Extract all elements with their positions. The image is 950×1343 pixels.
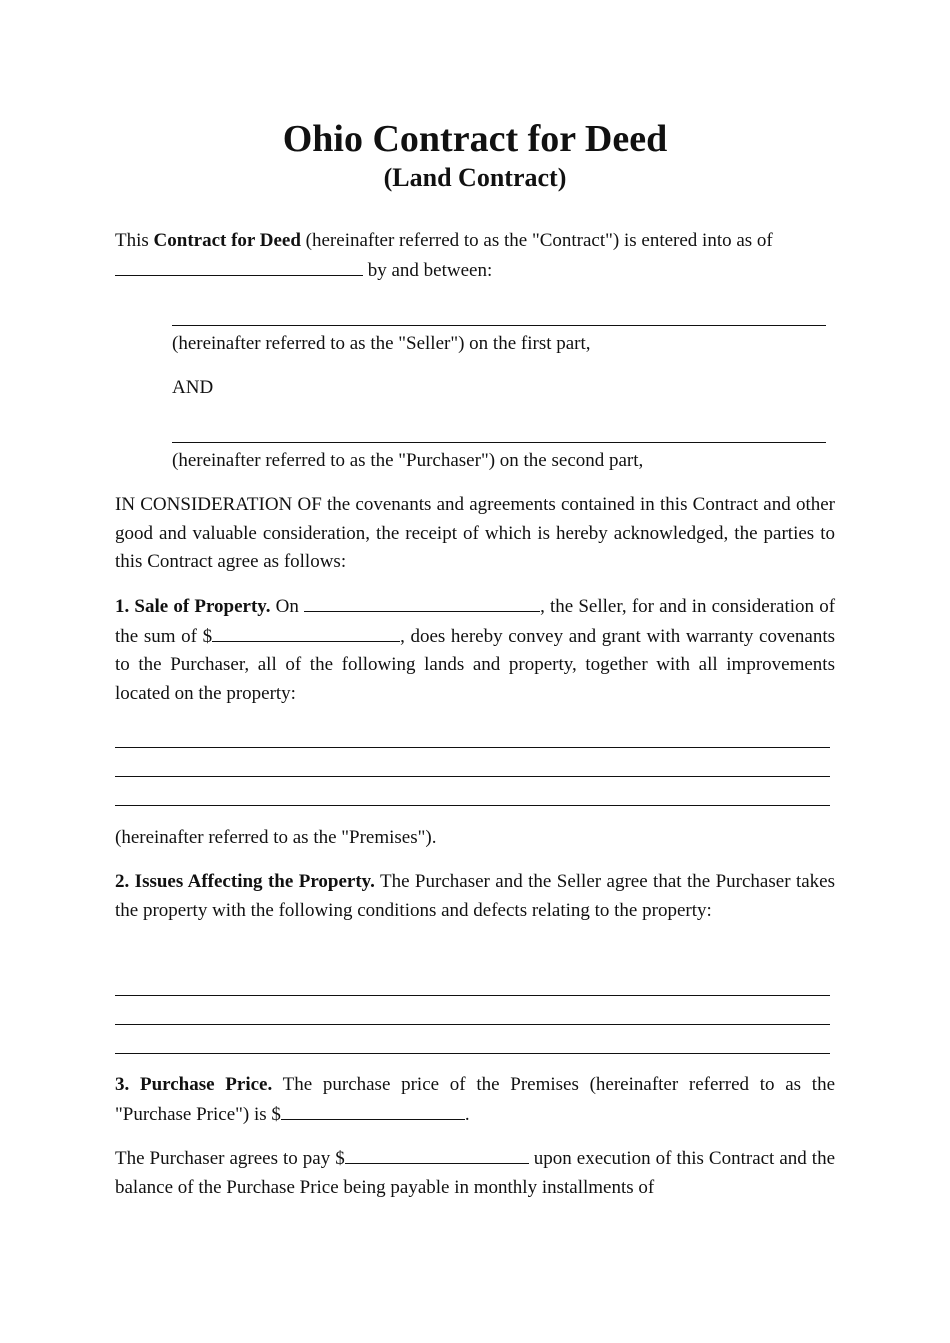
contract-date-blank[interactable] <box>115 256 363 276</box>
sale-sum-blank[interactable] <box>212 622 400 642</box>
section-3-text-b: . <box>464 1103 470 1125</box>
intro-paragraph <box>115 227 835 256</box>
payment-paragraph <box>115 1144 835 1202</box>
purchaser-name-blank[interactable] <box>172 442 826 443</box>
section-3-heading: 3. Purchase Price. <box>115 1074 273 1095</box>
section-1-text-b: , does hereby convey and grant with warranty covenants to the Purchaser, all of the following lands and property, together with all improvements located on the property: <box>115 625 835 704</box>
property-description-line-3[interactable] <box>115 805 830 806</box>
contract-name: Contract for Deed <box>153 230 301 251</box>
intro-this: This <box>115 230 149 251</box>
document-title: Ohio Contract for Deed <box>282 118 668 160</box>
intro-text-b: by and between: <box>367 260 493 281</box>
intro-line-2 <box>115 256 492 286</box>
section-2-heading: 2. Issues Affecting the Property. <box>115 871 375 892</box>
section-3-paragraph <box>115 1071 835 1129</box>
section-1-heading: 1. Sale of Property. <box>115 596 271 617</box>
and-label: AND <box>172 377 214 398</box>
purchaser-caption: (hereinafter referred to as the "Purchaser") on the second part, <box>172 450 644 471</box>
payment-text-a: The Purchaser agrees to pay $ <box>115 1148 345 1169</box>
conditions-line-1[interactable] <box>115 995 830 996</box>
premises-caption: (hereinafter referred to as the "Premises"). <box>115 827 437 848</box>
purchase-price-blank[interactable] <box>281 1100 465 1120</box>
section-2-text: The Purchaser and the Seller agree that the Purchaser takes the property with the following conditions and defects relating to the property: <box>115 871 835 921</box>
section-3-text-a: The purchase price of the Premises (hereinafter referred to as the "Purchase Price") is $ <box>115 1074 835 1125</box>
seller-name-blank[interactable] <box>172 325 826 326</box>
consideration-paragraph: IN CONSIDERATION OF the covenants and agreements contained in this Contract and other good and valuable consideration, the receipt of which is hereby acknowledged, the parties to this Contract agree as follows: <box>115 494 835 573</box>
conditions-line-3[interactable] <box>115 1053 830 1054</box>
payment-text-b: upon execution of this Contract and the balance of the Purchase Price being payable in monthly installments of <box>115 1148 836 1198</box>
document-subtitle: (Land Contract) <box>383 163 567 192</box>
sale-date-blank[interactable] <box>304 592 540 612</box>
section-1-text-a: , the Seller, for and in consideration of the sum of $ <box>115 596 836 647</box>
down-payment-blank[interactable] <box>345 1144 529 1164</box>
seller-caption: (hereinafter referred to as the "Seller") on the first part, <box>172 333 591 354</box>
section-2-paragraph <box>115 868 835 925</box>
property-description-line-2[interactable] <box>115 776 830 777</box>
section-1-paragraph <box>115 592 835 708</box>
intro-text-a: (hereinafter referred to as the "Contract") is entered into as of <box>305 230 773 251</box>
property-description-line-1[interactable] <box>115 747 830 748</box>
conditions-line-2[interactable] <box>115 1024 830 1025</box>
section-1-on: On <box>275 596 299 617</box>
